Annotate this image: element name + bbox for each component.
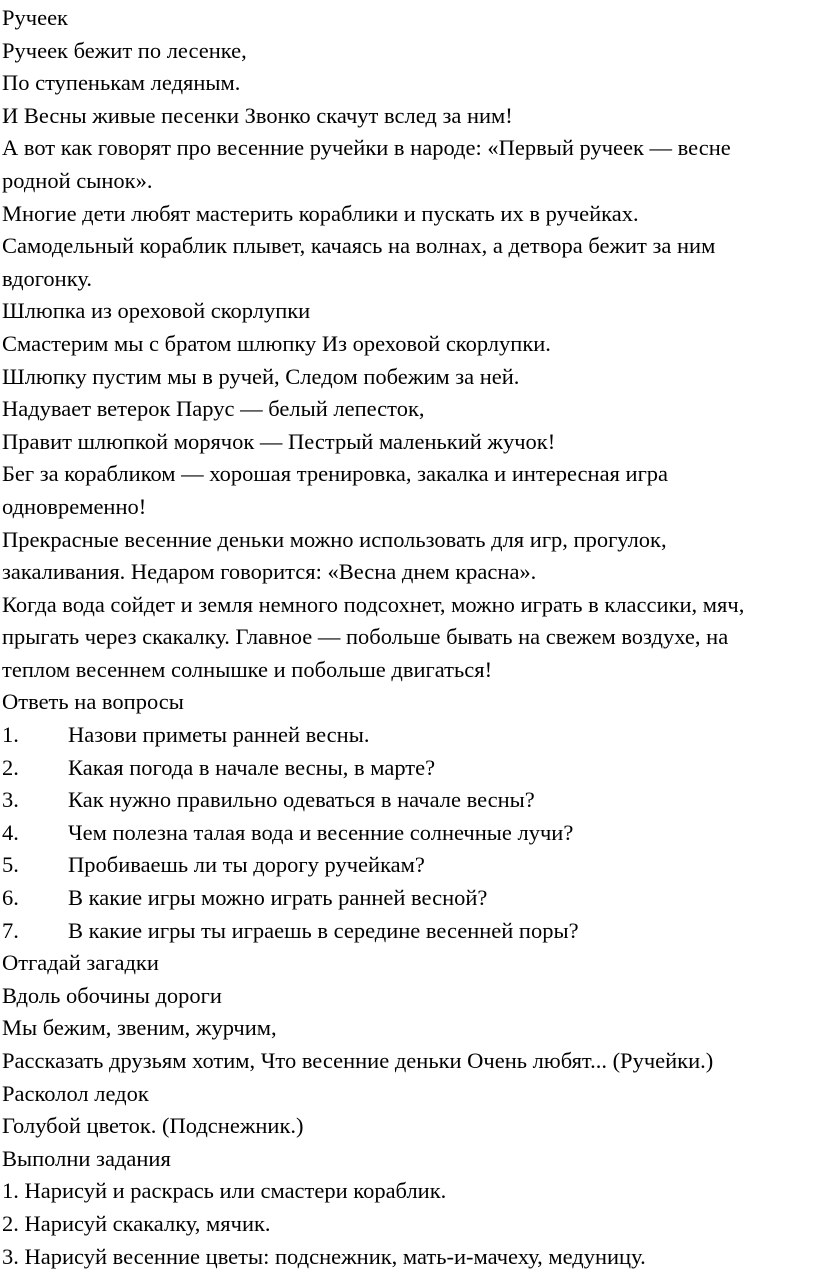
text-block-intro xyxy=(2,132,816,295)
text-line: Многие дети любят мастерить кораблики и пускать их в ручейках. xyxy=(2,200,639,226)
text-line: теплом весеннем солнышке и побольше двигаться! xyxy=(2,656,493,682)
text-line: А вот как говорят про весенние ручейки в народе: «Первый ручеек — весне xyxy=(2,135,731,161)
riddle-line: Расколол ледок xyxy=(2,1080,149,1106)
riddle-line: Мы бежим, звеним, журчим, xyxy=(2,1015,277,1041)
question-text: Назови приметы ранней весны. xyxy=(68,722,370,748)
question-text: Как нужно правильно одеваться в начале весны? xyxy=(68,787,535,813)
question-text: Пробиваешь ли ты дорогу ручейкам? xyxy=(68,852,425,878)
riddles-block xyxy=(2,980,816,1143)
task-item: 2. Нарисуй скакалку, мячик. xyxy=(2,1210,271,1236)
question-item xyxy=(2,817,816,850)
riddle-line: Вдоль обочины дороги xyxy=(2,982,222,1008)
task-item: 3. Нарисуй весенние цветы: подснежник, мать-и-мачеху, медуницу. xyxy=(2,1243,646,1269)
question-item xyxy=(2,915,816,948)
question-text: В какие игры ты играешь в середине весенней поры? xyxy=(68,917,579,943)
question-number: 2. xyxy=(2,754,19,780)
poem-line: Шлюпку пустим мы в ручей, Следом побежим за ней. xyxy=(2,363,520,389)
question-number: 6. xyxy=(2,885,19,911)
poem-line: Надувает ветерок Парус — белый лепесток, xyxy=(2,396,425,422)
poem-line: Ручеек бежит по лесенке, xyxy=(2,37,247,63)
text-line: закаливания. Недаром говорится: «Весна днем красна». xyxy=(2,559,537,585)
poem-rucheek xyxy=(2,35,816,133)
questions-heading: Ответь на вопросы xyxy=(2,689,184,715)
poem-line: По ступенькам ледяным. xyxy=(2,70,241,96)
tasks-list xyxy=(2,1175,816,1273)
poem-line: Правит шлюпкой морячок — Пестрый маленький жучок! xyxy=(2,428,556,454)
question-number: 5. xyxy=(2,852,19,878)
text-block-games xyxy=(2,458,816,686)
text-line: родной сынок». xyxy=(2,167,153,193)
question-text: В какие игры можно играть ранней весной? xyxy=(68,885,488,911)
question-item xyxy=(2,752,816,785)
question-number: 4. xyxy=(2,819,19,845)
question-text: Какая погода в начале весны, в марте? xyxy=(68,754,436,780)
task-item: 1. Нарисуй и раскрась или смастери кораблик. xyxy=(2,1178,447,1204)
question-number: 1. xyxy=(2,722,19,748)
question-item xyxy=(2,882,816,915)
poem-line: Смастерим мы с братом шлюпку Из ореховой скорлупки. xyxy=(2,330,551,356)
question-number: 7. xyxy=(2,917,19,943)
question-number: 3. xyxy=(2,787,19,813)
questions-list xyxy=(2,719,816,947)
question-item xyxy=(2,719,816,752)
riddle-line: Голубой цветок. (Подснежник.) xyxy=(2,1113,304,1139)
text-line: Самодельный кораблик плывет, качаясь на волнах, а детвора бежит за ним xyxy=(2,233,716,259)
riddles-heading: Отгадай загадки xyxy=(2,950,159,976)
text-line: прыгать через скакалку. Главное — побольше бывать на свежем воздухе, на xyxy=(2,624,729,650)
document-title: Ручеек xyxy=(2,5,68,30)
tasks-heading: Выполни задания xyxy=(2,1145,171,1171)
poem-title-shlyupka: Шлюпка из ореховой скорлупки xyxy=(2,298,311,324)
text-line: одновременно! xyxy=(2,493,147,519)
text-line: Прекрасные весенние деньки можно использовать для игр, прогулок, xyxy=(2,526,667,552)
text-line: Когда вода сойдет и земля немного подсохнет, можно играть в классики, мяч, xyxy=(2,591,745,617)
poem-shlyupka xyxy=(2,328,816,458)
question-item xyxy=(2,784,816,817)
question-text: Чем полезна талая вода и весенние солнечные лучи? xyxy=(68,819,574,845)
riddle-line: Рассказать друзьям хотим, Что весенние деньки Очень любят... (Ручейки.) xyxy=(2,1048,714,1073)
question-item xyxy=(2,849,816,882)
poem-line: И Весны живые песенки Звонко скачут вслед за ним! xyxy=(2,102,513,128)
text-line: Бег за корабликом — хорошая тренировка, закалка и интересная игра xyxy=(2,461,669,487)
text-line: вдогонку. xyxy=(2,265,92,291)
